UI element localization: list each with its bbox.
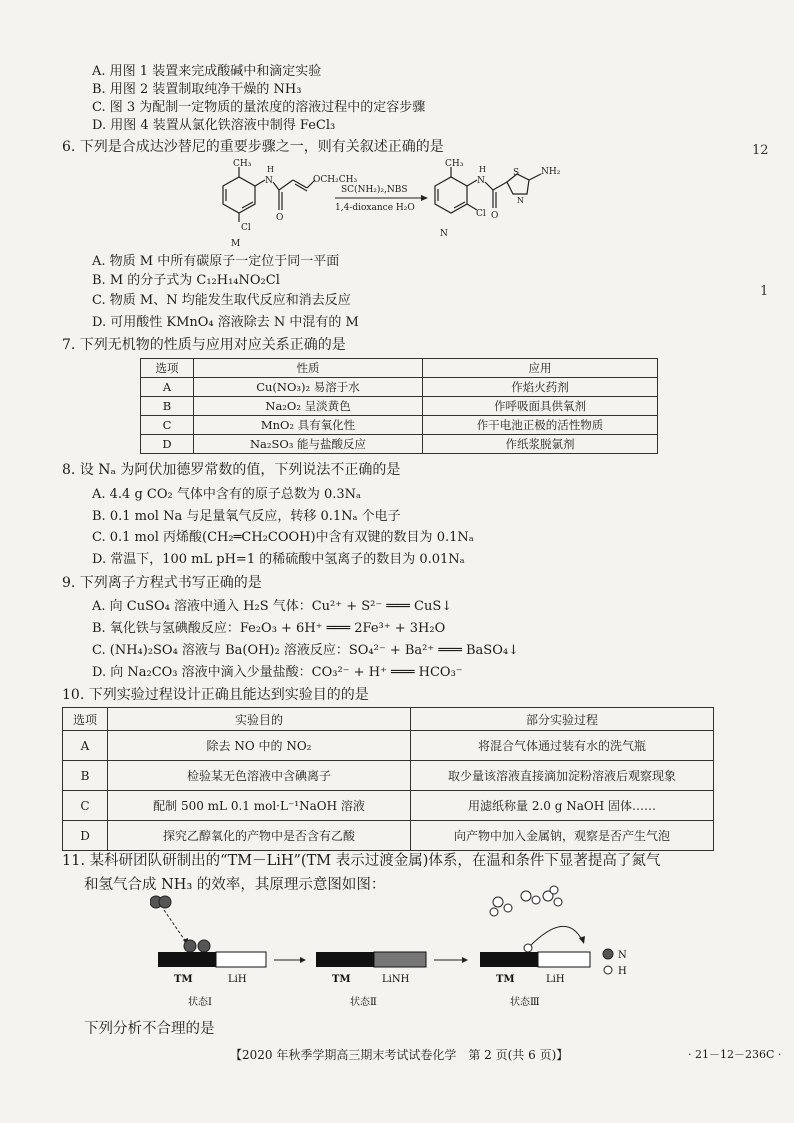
state1-lih-bar	[216, 952, 266, 967]
q10-cell: A	[63, 731, 108, 761]
n-o-label: O	[491, 211, 499, 221]
q9-stem: 9. 下列离子方程式书写正确的是	[62, 575, 262, 591]
state3-tm-label: TM	[496, 974, 515, 985]
paper-code: · 21－12－236C ·	[688, 1048, 782, 1061]
q9-option-a: A. 向 CuSO₄ 溶液中通入 H₂S 气体：Cu²⁺ + S²⁻ ═══ CuS↓	[92, 599, 453, 614]
q10-cell: 用滤纸称量 2.0 g NaOH 固体……	[411, 791, 714, 821]
table-row	[141, 416, 658, 435]
q7-cell: Na₂SO₃ 能与盐酸反应	[194, 435, 423, 454]
q7-cell: 作焰火药剂	[423, 378, 658, 397]
table-row	[141, 378, 658, 397]
m-o-label: O	[276, 213, 284, 223]
n-ch3-label: CH₃	[445, 159, 464, 169]
nh3-molecules	[490, 886, 562, 916]
q7-cell: B	[141, 397, 194, 416]
state2-linh-bar	[374, 952, 426, 967]
state3-label: 状态Ⅲ	[510, 997, 540, 1008]
q10-header-procedure: 部分实验过程	[411, 708, 714, 731]
table-row	[63, 791, 714, 821]
q7-cell: A	[141, 378, 194, 397]
table-row	[63, 821, 714, 851]
side-mark-12: 12	[752, 143, 769, 158]
state2-tm-label: TM	[332, 974, 351, 985]
m-och2ch3-label: OCH₂CH₃	[313, 175, 358, 185]
q11-stem-line1: 11. 某科研团队研制出的“TM－LiH”(TM 表示过渡金属)体系，在温和条件下显著提高了氮气	[62, 853, 661, 869]
q6-stem: 6. 下列是合成达沙替尼的重要步骤之一，则有关叙述正确的是	[62, 139, 444, 155]
q7-cell: 作干电池正极的活性物质	[423, 416, 658, 435]
n-n-label: N	[477, 176, 485, 186]
q9-option-c: C. (NH₄)₂SO₄ 溶液与 Ba(OH)₂ 溶液反应：SO₄²⁻ + Ba²⁺ ═══ BaSO₄↓	[92, 643, 519, 658]
q10-cell: 向产物中加入金属钠，观察是否产生气泡	[411, 821, 714, 851]
q9-option-b: B. 氧化铁与氢碘酸反应：Fe₂O₃ + 6H⁺ ═══ 2Fe³⁺ + 3H₂O	[92, 621, 446, 636]
state1-tm-bar	[158, 952, 216, 967]
q7-cell: 作呼吸面具供氧剂	[423, 397, 658, 416]
q7-header-option: 选项	[141, 359, 194, 378]
q8-option-b: B. 0.1 mol Na 与足量氧气反应，转移 0.1Nₐ 个电子	[92, 509, 401, 524]
q6-option-a: A. 物质 M 中所有碳原子一定位于同一平面	[92, 254, 340, 269]
reagent-bottom: 1,4-dioxance H₂O	[335, 203, 415, 213]
q8-option-c: C. 0.1 mol 丙烯酸(CH₂═CH₂COOH)中含有双键的数目为 0.1Nₐ	[92, 530, 474, 545]
q8-option-a: A. 4.4 g CO₂ 气体中含有的原子总数为 0.3Nₐ	[92, 487, 362, 502]
state2-tm-bar	[316, 952, 374, 967]
q10-cell: 除去 NO 中的 NO₂	[108, 731, 411, 761]
q5-option-c: C. 图 3 为配制一定物质的量浓度的溶液过程中的定容步骤	[92, 100, 426, 115]
q7-cell: Na₂O₂ 呈淡黄色	[194, 397, 423, 416]
state1-label: 状态Ⅰ	[188, 997, 212, 1008]
m-label: M	[231, 239, 241, 249]
q7-cell: MnO₂ 具有氧化性	[194, 416, 423, 435]
q10-stem: 10. 下列实验过程设计正确且能达到实验目的的是	[62, 687, 369, 703]
q7-cell: D	[141, 435, 194, 454]
n-cl-label: Cl	[476, 209, 486, 219]
q10-cell: 探究乙醇氧化的产物中是否含有乙酸	[108, 821, 411, 851]
q9-option-d: D. 向 Na₂CO₃ 溶液中滴入少量盐酸：CO₃²⁻ + H⁺ ═══ HCO₃⁻	[92, 665, 463, 680]
q10-header-purpose: 实验目的	[108, 708, 411, 731]
q7-table	[140, 358, 658, 454]
n-s-label: S	[513, 168, 520, 178]
molecule-n	[435, 167, 541, 213]
table-row	[141, 435, 658, 454]
q5-option-b: B. 用图 2 装置制取纯净干燥的 NH₃	[92, 82, 302, 97]
n-nh-h-label: H	[479, 165, 486, 174]
legend-n-label: N	[618, 950, 627, 961]
q10-cell: C	[63, 791, 108, 821]
q7-cell: C	[141, 416, 194, 435]
q7-header-row	[141, 359, 658, 378]
n-ring-n-label: N	[517, 196, 524, 205]
q7-header-property: 性质	[194, 359, 423, 378]
q7-header-application: 应用	[423, 359, 658, 378]
table-row	[63, 731, 714, 761]
q7-stem: 7. 下列无机物的性质与应用对应关系正确的是	[62, 337, 346, 353]
table-row	[141, 397, 658, 416]
q10-cell: 配制 500 mL 0.1 mol·L⁻¹NaOH 溶液	[108, 791, 411, 821]
q6-option-c: C. 物质 M、N 均能发生取代反应和消去反应	[92, 293, 351, 308]
q10-cell: 取少量该溶液直接滴加淀粉溶液后观察现象	[411, 761, 714, 791]
m-ch3-label: CH₃	[233, 159, 252, 169]
state3-tm-bar	[480, 952, 538, 967]
q8-stem: 8. 设 Nₐ 为阿伏加德罗常数的值，下列说法不正确的是	[62, 462, 401, 478]
q10-table	[62, 707, 714, 851]
q10-cell: 将混合气体通过装有水的洗气瓶	[411, 731, 714, 761]
q6-option-d: D. 可用酸性 KMnO₄ 溶液除去 N 中混有的 M	[92, 315, 359, 330]
state1-lih-label: LiH	[228, 974, 247, 985]
m-nh-h-label: H	[267, 165, 274, 174]
state2-linh-label: LiNH	[382, 974, 410, 985]
n-nh2-label: NH₂	[541, 167, 561, 177]
reagent-top: SC(NH₂)₂,NBS	[341, 185, 408, 195]
q6-reaction-diagram	[195, 158, 575, 250]
q10-header-row	[63, 708, 714, 731]
q10-cell: D	[63, 821, 108, 851]
legend-h-swatch	[604, 966, 612, 974]
legend-n-swatch	[603, 949, 613, 959]
state1-tm-label: TM	[174, 974, 193, 985]
table-row	[63, 761, 714, 791]
side-mark-1: 1	[760, 284, 769, 299]
q7-cell: 作纸浆脱氯剂	[423, 435, 658, 454]
state3-lih-bar	[538, 952, 590, 967]
legend-h-label: H	[618, 966, 627, 977]
page-footer: 【2020 年秋季学期高三期末考试试卷化学 第 2 页(共 6 页)】	[230, 1048, 569, 1062]
q10-cell: B	[63, 761, 108, 791]
n-label: N	[440, 229, 448, 239]
q5-option-d: D. 用图 4 装置从氯化铁溶液中制得 FeCl₃	[92, 118, 336, 133]
q10-cell: 检验某无色溶液中含碘离子	[108, 761, 411, 791]
q10-header-option: 选项	[63, 708, 108, 731]
q11-stem-line2: 和氢气合成 NH₃ 的效率，其原理示意图如图：	[84, 877, 386, 893]
q11-mechanism-diagram	[150, 884, 650, 1014]
m-n-label: N	[265, 176, 273, 186]
state3-lih-label: LiH	[546, 974, 565, 985]
q6-option-b: B. M 的分子式为 C₁₂H₁₄NO₂Cl	[92, 273, 280, 288]
q11-question: 下列分析不合理的是	[84, 1021, 215, 1037]
q5-option-a: A. 用图 1 装置来完成酸碱中和滴定实验	[92, 64, 322, 79]
q8-option-d: D. 常温下，100 mL pH=1 的稀硫酸中氢离子的数目为 0.01Nₐ	[92, 552, 465, 567]
m-cl-label: Cl	[241, 223, 251, 233]
q7-cell: Cu(NO₃)₂ 易溶于水	[194, 378, 423, 397]
state2-label: 状态Ⅱ	[350, 997, 377, 1008]
